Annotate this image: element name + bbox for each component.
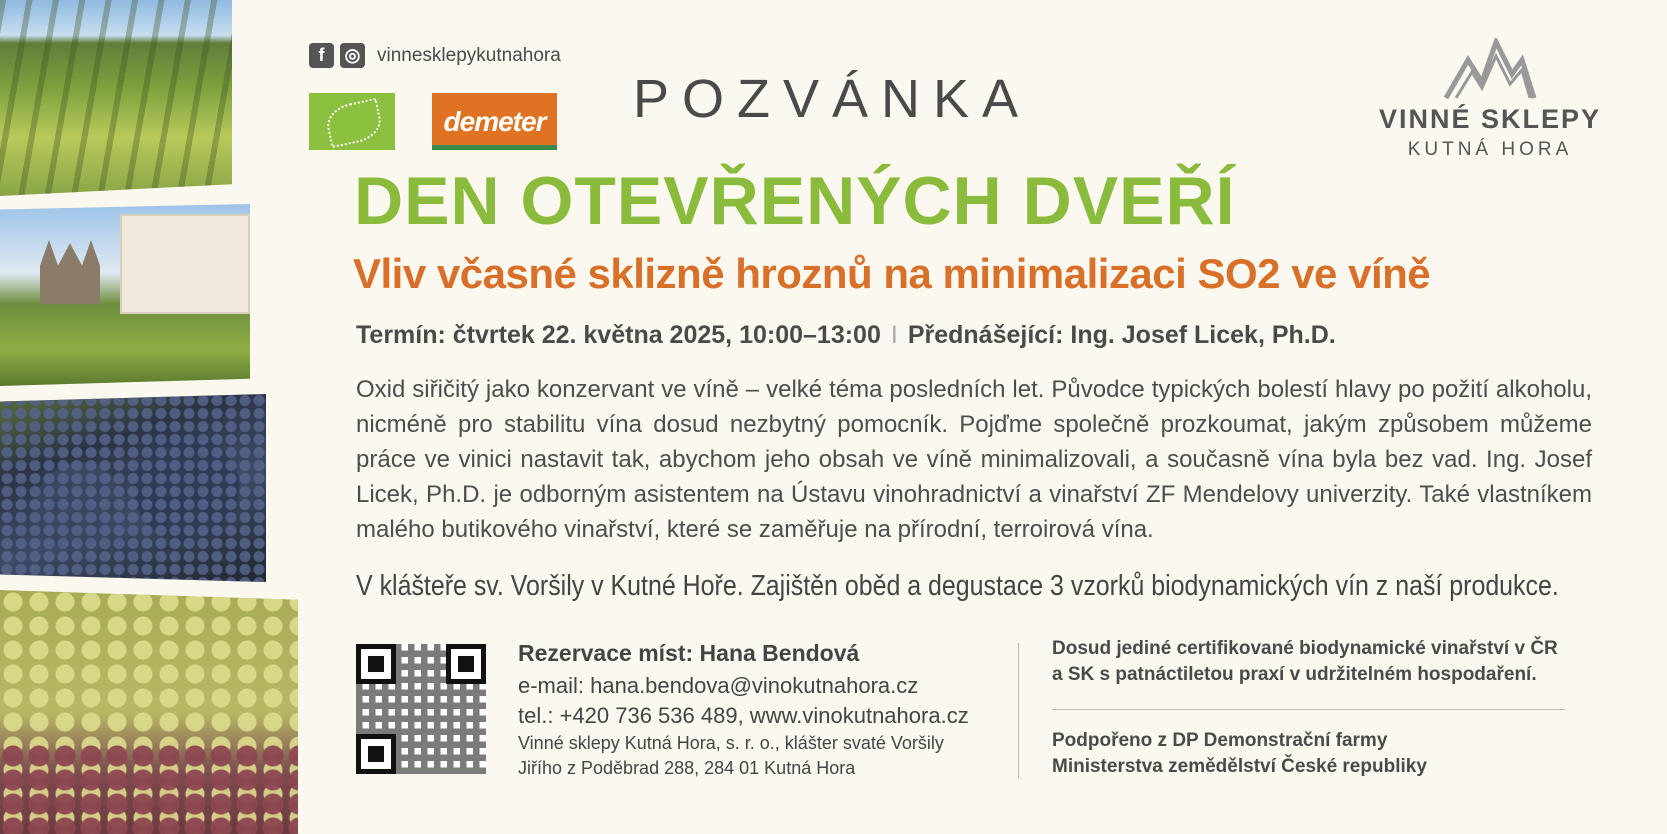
monastery-vineyard-photo bbox=[0, 204, 250, 386]
vertical-divider bbox=[1018, 643, 1019, 778]
event-subtitle: Vliv včasné sklizně hroznů na minimalizaci SO2 ve víně bbox=[353, 250, 1431, 297]
reservation-phone[interactable]: tel.: +420 736 536 489, www.vinokutnahora.cz bbox=[518, 703, 969, 728]
brand-location: KUTNÁ HORA bbox=[1407, 139, 1573, 160]
brand-logo bbox=[1370, 38, 1610, 161]
support-line-2: Ministerstva zemědělství České republiky bbox=[1052, 756, 1427, 777]
brand-name: VINNÉ SKLEPY bbox=[1378, 104, 1602, 134]
instagram-icon[interactable]: ◎ bbox=[340, 43, 365, 68]
facebook-icon[interactable]: f bbox=[309, 43, 334, 68]
photo-strip bbox=[0, 0, 300, 834]
event-place: V klášteře sv. Voršily v Kutné Hoře. Zajištěn oběd a degustace 3 vzorků biodynamických vín z naší produkce. bbox=[356, 570, 1559, 602]
support-line-1: Podpořeno z DP Demonstrační farmy bbox=[1052, 730, 1388, 751]
white-grapes-photo bbox=[0, 590, 298, 834]
mountain-logo-icon bbox=[1442, 38, 1538, 102]
vineyard-photo bbox=[0, 0, 232, 196]
demeter-logo: demeter bbox=[432, 93, 557, 150]
event-description: Oxid siřičitý jako konzervant ve víně – velké téma posledních let. Původce typických bolestí hlavy po požití alkoholu, nicméně pro stabilitu vína dosud nezbytný pomocník. Pojďme společně prozkoumat, jakým způsobem můžeme práce ve vinici nastavit tak, abychom jeho obsah ve víně minimalizovali, a současně vína byla bez vad. Ing. Josef Licek, Ph.D. je odborným asistentem na Ústavu vinohradnictví a vinařství ZF Mendelovy univerzity. Také vlastníkem malého butikového vinařství, které se zaměřuje na přírodní, terroirová vína. bbox=[356, 376, 1592, 543]
certification-line-2: a SK s patnáctiletou praxí v udržitelném hospodaření. bbox=[1052, 664, 1537, 685]
event-term-line bbox=[356, 321, 1336, 350]
reservation-email[interactable]: e-mail: hana.bendova@vinokutnahora.cz bbox=[518, 673, 919, 698]
support-note bbox=[1052, 728, 1427, 780]
address-line-2: Jiřího z Poděbrad 288, 284 01 Kutná Hora bbox=[518, 758, 856, 778]
invitation-heading: POZVÁNKA bbox=[633, 69, 1032, 129]
reservation-block bbox=[518, 640, 969, 781]
social-handle: vinnesklepykutnahora bbox=[377, 44, 561, 66]
social-links bbox=[309, 43, 561, 68]
horizontal-divider bbox=[1052, 709, 1565, 710]
blue-grapes-crate-photo bbox=[0, 394, 266, 582]
event-term: Termín: čtvrtek 22. května 2025, 10:00–13:00 bbox=[356, 321, 881, 349]
certification-note bbox=[1052, 636, 1558, 688]
qr-code[interactable] bbox=[356, 644, 486, 774]
certification-line-1: Dosud jediné certifikované biodynamické vinařství v ČR bbox=[1052, 638, 1558, 659]
eu-organic-logo bbox=[309, 93, 395, 150]
separator: I bbox=[890, 321, 898, 349]
reservation-title: Rezervace míst: Hana Bendová bbox=[518, 640, 860, 666]
address-line-1: Vinné sklepy Kutná Hora, s. r. o., klášter svaté Voršily bbox=[518, 733, 944, 753]
event-lecturer: Přednášející: Ing. Josef Licek, Ph.D. bbox=[907, 321, 1336, 349]
event-title: DEN OTEVŘENÝCH DVEŘÍ bbox=[354, 163, 1236, 239]
